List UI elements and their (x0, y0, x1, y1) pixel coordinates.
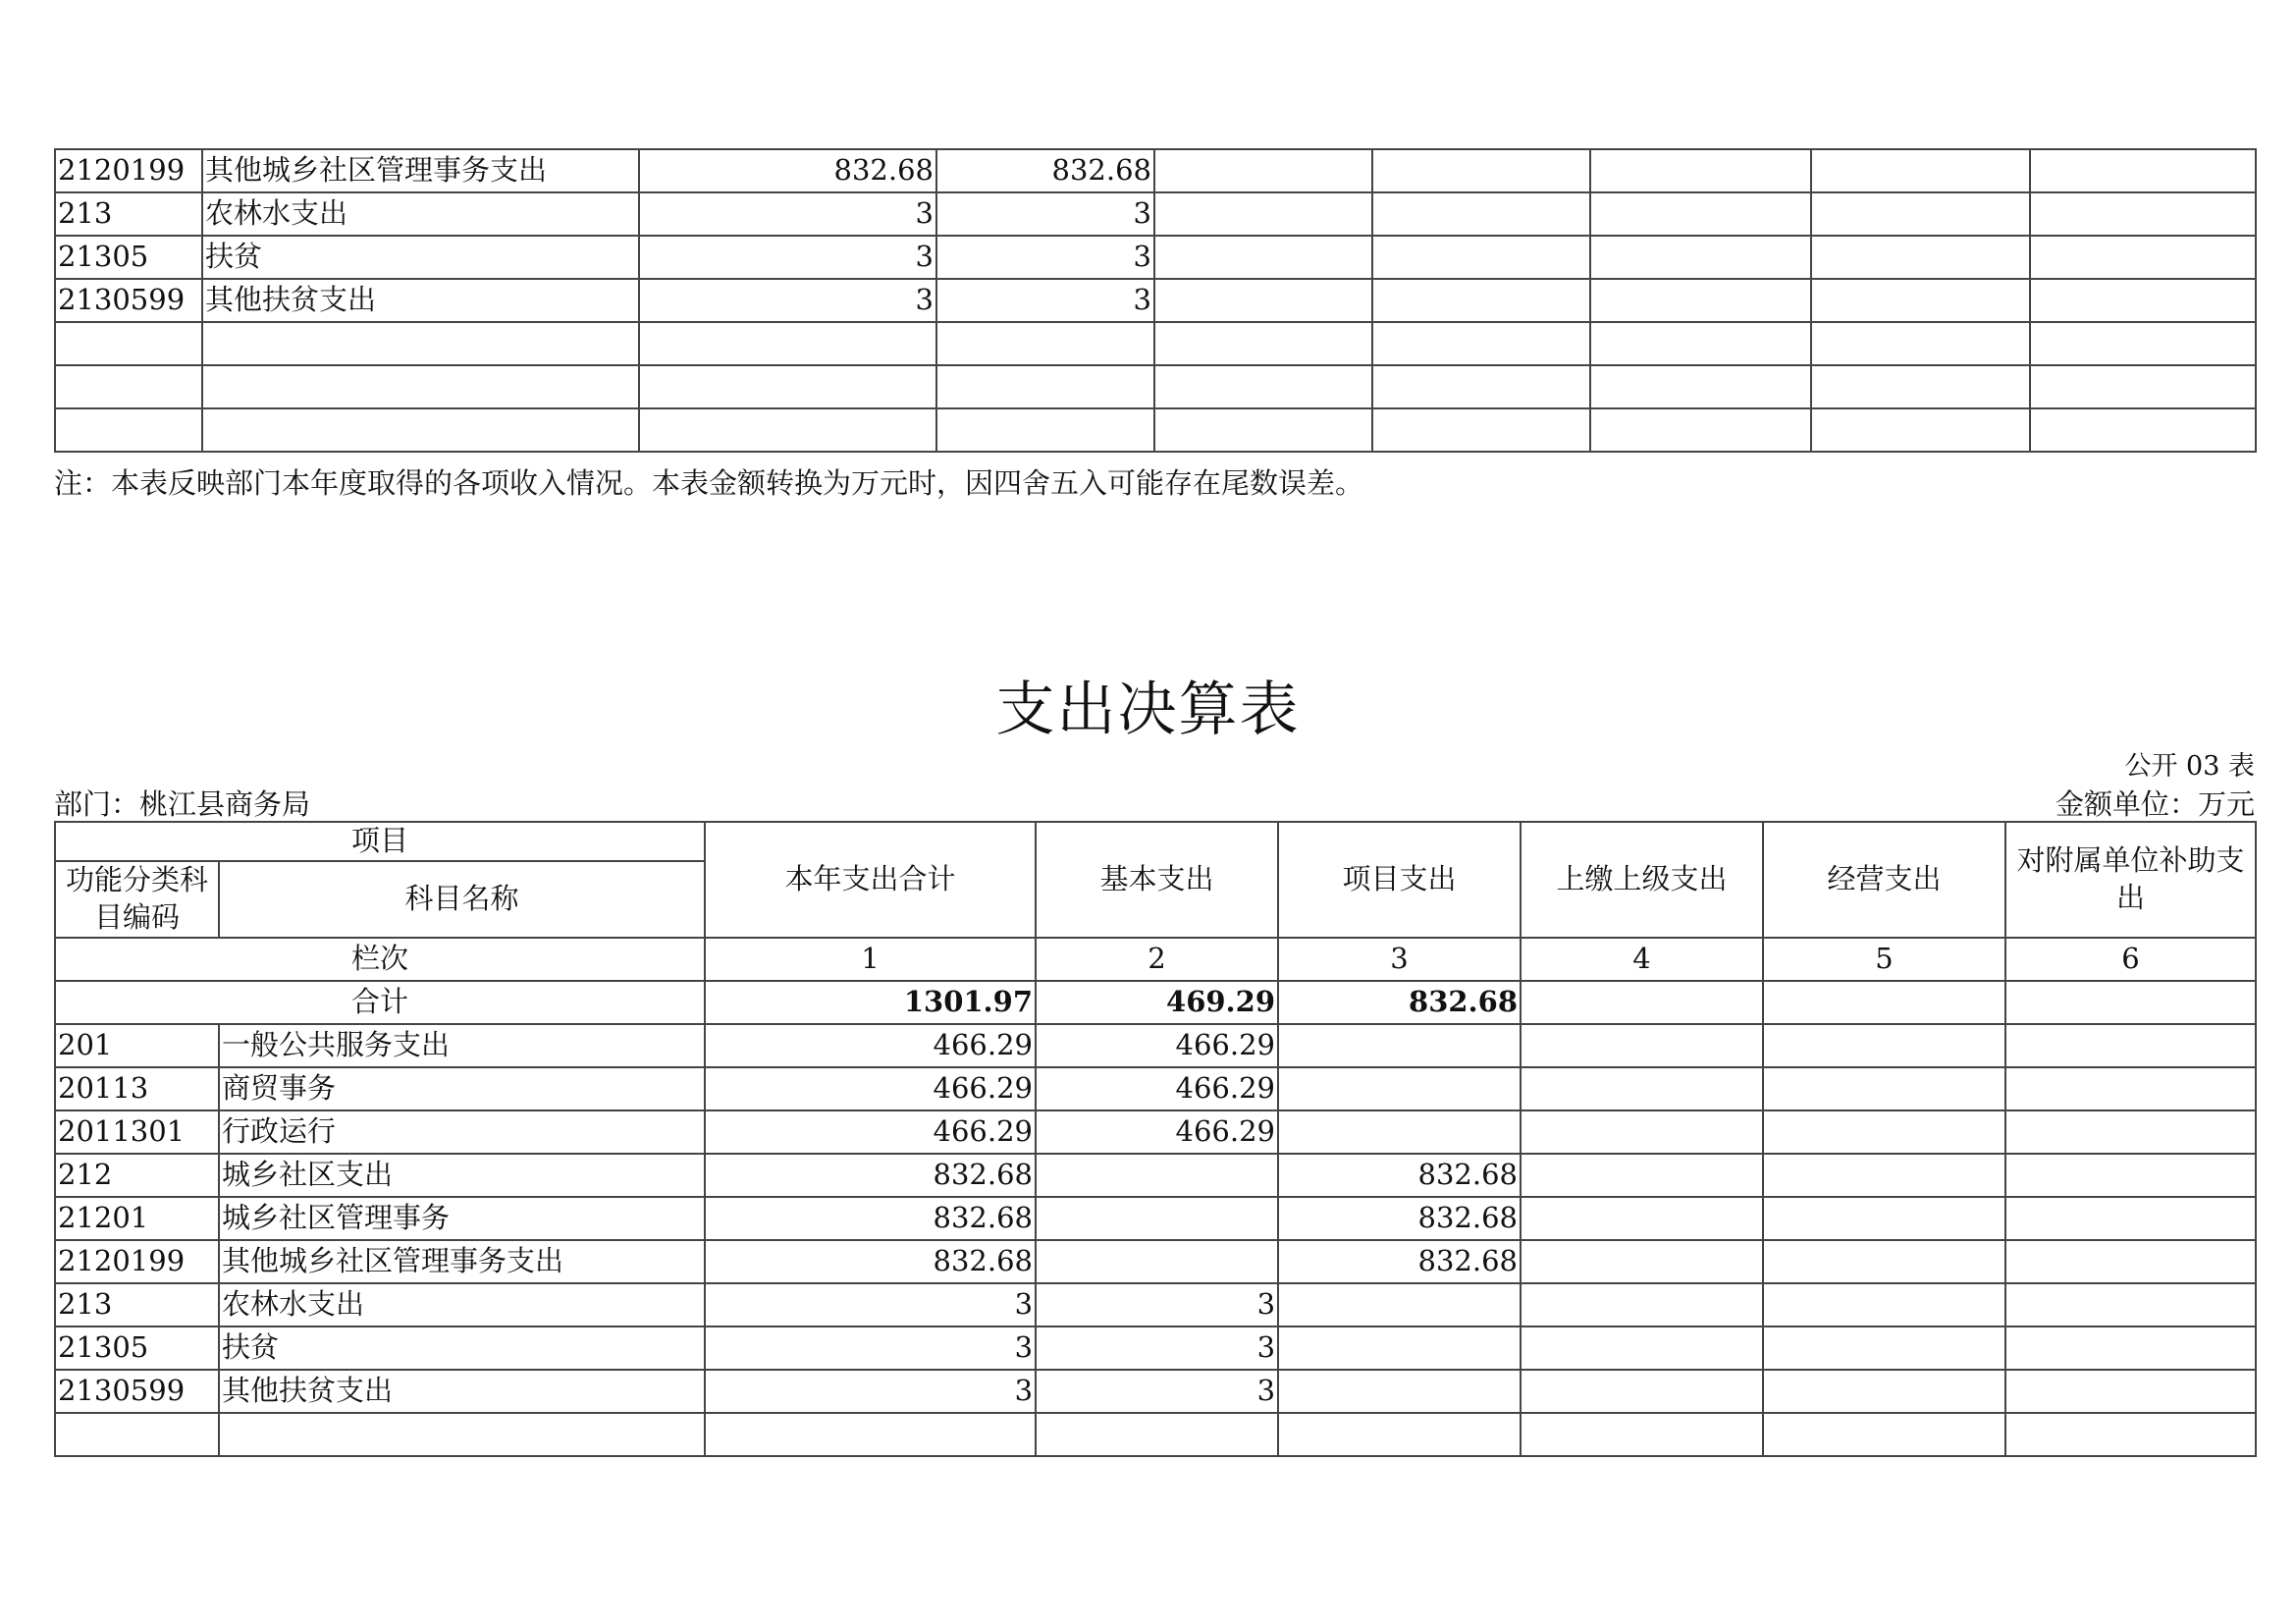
column-index: 2 (1036, 938, 1278, 981)
row-value (1278, 1326, 1521, 1370)
table-row (55, 236, 2256, 279)
row-value (1278, 1283, 1521, 1326)
row-value: 832.68 (936, 149, 1154, 192)
header-col-2: 基本支出 (1036, 822, 1278, 938)
header-col-3: 项目支出 (1278, 822, 1521, 938)
table-row (55, 1110, 2256, 1154)
row-value: 3 (1036, 1326, 1278, 1370)
empty-row (55, 365, 2256, 408)
row-code: 213 (55, 192, 202, 236)
row-name: 一般公共服务支出 (219, 1024, 705, 1067)
table-row (55, 1024, 2256, 1067)
row-value: 466.29 (705, 1110, 1036, 1154)
empty-cell (2030, 149, 2256, 192)
row-value: 3 (639, 279, 936, 322)
column-index: 3 (1278, 938, 1521, 981)
table-row (55, 1197, 2256, 1240)
header-project: 项目 (55, 822, 705, 861)
row-value (1036, 1154, 1278, 1197)
row-value (1036, 1240, 1278, 1283)
row-value: 832.68 (1278, 1197, 1521, 1240)
total-value: 832.68 (1278, 981, 1521, 1024)
table-row (55, 279, 2256, 322)
empty-cell (1590, 279, 1811, 322)
empty-cell (2030, 279, 2256, 322)
empty-cell (1590, 192, 1811, 236)
department-label: 部门：桃江县商务局 (54, 787, 311, 821)
row-value: 466.29 (1036, 1110, 1278, 1154)
column-index: 6 (2005, 938, 2256, 981)
table-row (55, 1154, 2256, 1197)
empty-cell (1590, 149, 1811, 192)
empty-row (55, 1413, 2256, 1456)
row-value: 832.68 (705, 1240, 1036, 1283)
empty-cell (1811, 279, 2030, 322)
empty-cell (1372, 149, 1590, 192)
row-code: 201 (55, 1024, 219, 1067)
column-index-label: 栏次 (55, 938, 705, 981)
form-number: 公开 03 表 (2124, 751, 2255, 782)
amount-unit-label: 金额单位：万元 (2055, 787, 2255, 821)
row-value: 832.68 (705, 1197, 1036, 1240)
empty-row (55, 408, 2256, 452)
empty-cell (1154, 279, 1372, 322)
empty-cell (1811, 236, 2030, 279)
row-value: 3 (639, 236, 936, 279)
row-name: 其他城乡社区管理事务支出 (202, 149, 639, 192)
row-name: 农林水支出 (202, 192, 639, 236)
row-value: 832.68 (639, 149, 936, 192)
row-code: 21201 (55, 1197, 219, 1240)
column-index-row (55, 938, 2256, 981)
row-name: 城乡社区管理事务 (219, 1197, 705, 1240)
row-code: 2130599 (55, 1370, 219, 1413)
header-code: 功能分类科目编码 (55, 861, 219, 938)
table-row (55, 149, 2256, 192)
header-col-1: 本年支出合计 (705, 822, 1036, 938)
row-value (1036, 1197, 1278, 1240)
row-name: 其他扶贫支出 (202, 279, 639, 322)
row-value: 3 (936, 236, 1154, 279)
header-name: 科目名称 (219, 861, 705, 938)
expenditure-table (54, 821, 2257, 1457)
empty-cell (1154, 236, 1372, 279)
empty-cell (1590, 236, 1811, 279)
row-value (1278, 1067, 1521, 1110)
empty-cell (1154, 192, 1372, 236)
row-name: 商贸事务 (219, 1067, 705, 1110)
empty-cell (1811, 149, 2030, 192)
table-row (55, 1283, 2256, 1326)
empty-cell (1372, 236, 1590, 279)
row-value: 3 (705, 1370, 1036, 1413)
table-note: 注：本表反映部门本年度取得的各项收入情况。本表金额转换为万元时，因四舍五入可能存在尾数误差。 (54, 466, 1364, 500)
row-value: 832.68 (705, 1154, 1036, 1197)
row-code: 2120199 (55, 1240, 219, 1283)
row-name: 扶贫 (202, 236, 639, 279)
row-value: 466.29 (705, 1067, 1036, 1110)
total-value: 469.29 (1036, 981, 1278, 1024)
row-code: 213 (55, 1283, 219, 1326)
row-value: 832.68 (1278, 1154, 1521, 1197)
row-code: 212 (55, 1154, 219, 1197)
table-row (55, 1240, 2256, 1283)
row-value: 3 (936, 279, 1154, 322)
row-value (1278, 1110, 1521, 1154)
column-index: 5 (1763, 938, 2005, 981)
table-row (55, 1370, 2256, 1413)
empty-cell (2030, 236, 2256, 279)
row-value: 3 (1036, 1283, 1278, 1326)
row-name: 其他城乡社区管理事务支出 (219, 1240, 705, 1283)
column-index: 1 (705, 938, 1036, 981)
row-value (1278, 1024, 1521, 1067)
table-row (55, 192, 2256, 236)
page-title: 支出决算表 (995, 676, 1301, 744)
row-code: 20113 (55, 1067, 219, 1110)
row-code: 2011301 (55, 1110, 219, 1154)
empty-cell (1811, 192, 2030, 236)
row-name: 农林水支出 (219, 1283, 705, 1326)
row-value: 3 (705, 1283, 1036, 1326)
row-value: 3 (1036, 1370, 1278, 1413)
empty-cell (1372, 192, 1590, 236)
row-value: 466.29 (705, 1024, 1036, 1067)
table-row (55, 1067, 2256, 1110)
row-name: 扶贫 (219, 1326, 705, 1370)
row-name: 城乡社区支出 (219, 1154, 705, 1197)
income-table-continuation (54, 148, 2257, 453)
empty-cell (2030, 192, 2256, 236)
row-name: 行政运行 (219, 1110, 705, 1154)
row-value: 832.68 (1278, 1240, 1521, 1283)
row-value: 466.29 (1036, 1024, 1278, 1067)
row-value: 3 (705, 1326, 1036, 1370)
row-code: 2130599 (55, 279, 202, 322)
total-label: 合计 (55, 981, 705, 1024)
row-code: 21305 (55, 236, 202, 279)
row-code: 21305 (55, 1326, 219, 1370)
row-value (1278, 1370, 1521, 1413)
total-value: 1301.97 (705, 981, 1036, 1024)
total-row (55, 981, 2256, 1024)
empty-cell (1154, 149, 1372, 192)
empty-cell (1372, 279, 1590, 322)
row-name: 其他扶贫支出 (219, 1370, 705, 1413)
row-value: 3 (639, 192, 936, 236)
header-col-5: 经营支出 (1763, 822, 2005, 938)
header-row (55, 822, 2256, 861)
column-index: 4 (1521, 938, 1763, 981)
empty-row (55, 322, 2256, 365)
row-value: 3 (936, 192, 1154, 236)
table-row (55, 1326, 2256, 1370)
header-col-6: 对附属单位补助支出 (2005, 822, 2256, 938)
row-code: 2120199 (55, 149, 202, 192)
header-col-4: 上缴上级支出 (1521, 822, 1763, 938)
row-value: 466.29 (1036, 1067, 1278, 1110)
